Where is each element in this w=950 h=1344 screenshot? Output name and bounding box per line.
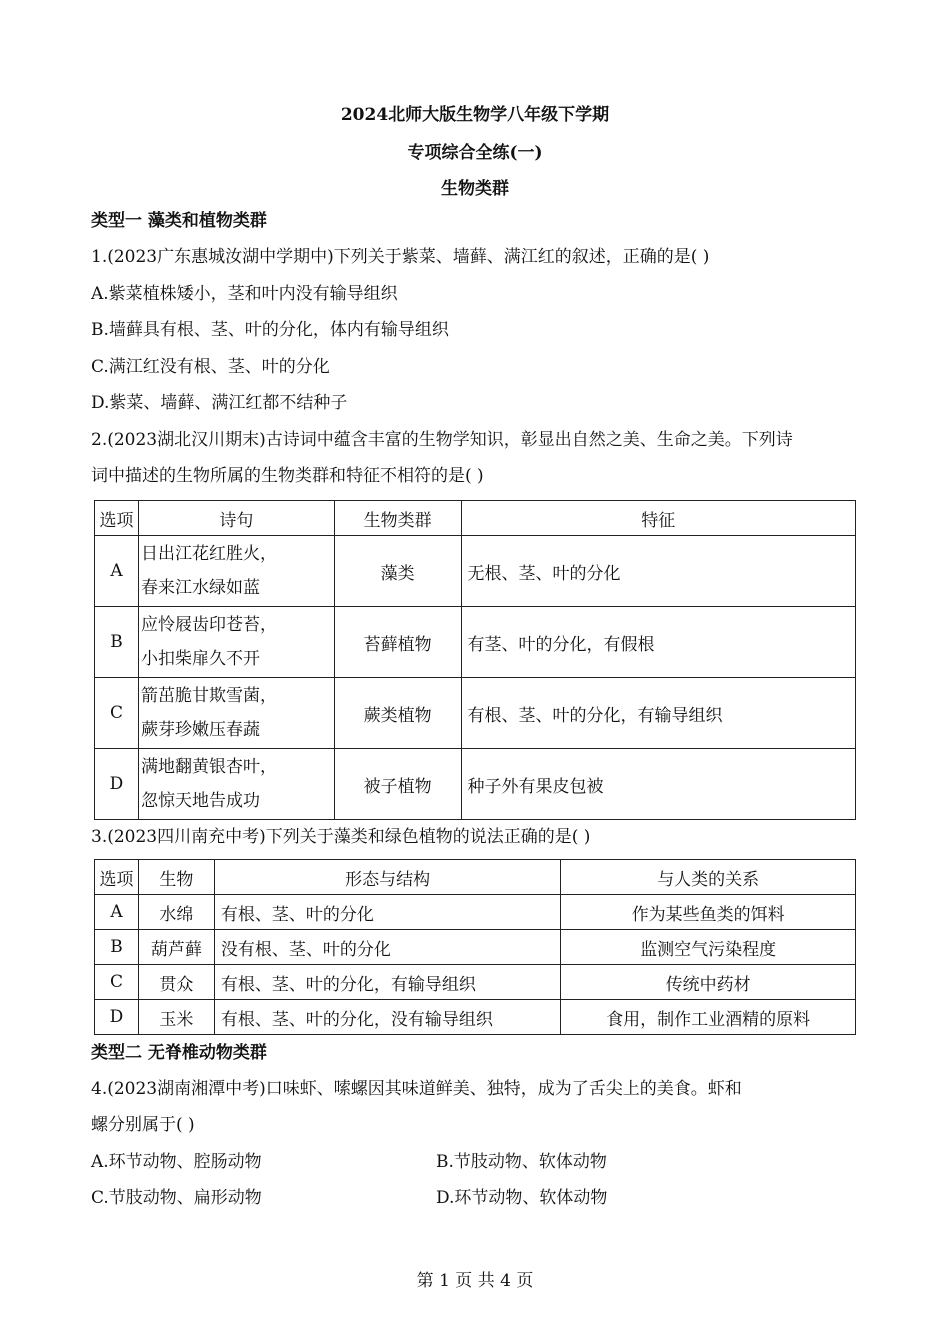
feature-cell: 种子外有果皮包被	[461, 749, 855, 820]
option-cell: B	[95, 930, 139, 965]
question-4-option-d: D.环节动物、软体动物	[436, 1188, 608, 1208]
structure-cell: 有根、茎、叶的分化	[214, 895, 561, 930]
option-cell: A	[95, 536, 139, 607]
question-1-option-c: C.满江红没有根、茎、叶的分化	[91, 357, 330, 377]
table-header-row	[95, 501, 856, 536]
option-cell: D	[95, 1000, 139, 1035]
table-header-cell: 选项	[95, 501, 139, 536]
question-4-option-c: C.节肢动物、扁形动物	[91, 1188, 262, 1208]
feature-cell: 有根、茎、叶的分化，有输导组织	[461, 678, 855, 749]
table-header-cell: 与人类的关系	[561, 860, 856, 895]
question-4-stem-line-1: 4.(2023湖南湘潭中考)口味虾、嗦螺因其味道鲜美、独特，成为了舌尖上的美食。虾和	[91, 1079, 742, 1099]
feature-cell: 有茎、叶的分化，有假根	[461, 607, 855, 678]
question-2-stem-line-1: 2.(2023湖北汉川期末)古诗词中蕴含丰富的生物学知识，彰显出自然之美、生命之美。下列诗	[91, 430, 793, 450]
option-cell: A	[95, 895, 139, 930]
structure-cell: 没有根、茎、叶的分化	[214, 930, 561, 965]
option-cell: C	[95, 678, 139, 749]
table-header-cell: 特征	[461, 501, 855, 536]
table-header-cell: 形态与结构	[214, 860, 561, 895]
relation-cell: 作为某些鱼类的饵料	[561, 895, 856, 930]
poem-line: 忽惊天地告成功	[140, 791, 260, 811]
table-row	[95, 1000, 856, 1035]
poem-line: 满地翻黄银杏叶，	[140, 757, 277, 777]
poem-line: 日出江花红胜火，	[140, 544, 277, 564]
table-header-cell: 诗句	[138, 501, 334, 536]
group-cell: 苔藓植物	[334, 607, 461, 678]
section-2-title: 类型二 无脊椎动物类群	[91, 1043, 267, 1063]
organism-cell: 葫芦藓	[138, 930, 214, 965]
poem-cell	[138, 749, 334, 820]
question-1-stem: 1.(2023广东惠城汝湖中学期中)下列关于紫菜、墙藓、满江红的叙述，正确的是( )	[91, 247, 710, 267]
question-3-table	[94, 859, 856, 1035]
poem-line: 应怜屐齿印苍苔，	[140, 615, 277, 635]
question-2-stem-line-2: 词中描述的生物所属的生物类群和特征不相符的是( )	[91, 466, 484, 486]
table-row	[95, 930, 856, 965]
table-header-cell: 生物类群	[334, 501, 461, 536]
document-subtitle: 专项综合全练(一)	[407, 143, 543, 163]
organism-cell: 贯众	[138, 965, 214, 1000]
table-header-row	[95, 860, 856, 895]
table-row	[95, 536, 856, 607]
organism-cell: 玉米	[138, 1000, 214, 1035]
table-row	[95, 607, 856, 678]
relation-cell: 监测空气污染程度	[561, 930, 856, 965]
question-1-option-d: D.紫菜、墙藓、满江红都不结种子	[91, 393, 348, 413]
group-cell: 蕨类植物	[334, 678, 461, 749]
poem-line: 箭茁脆甘欺雪菌，	[140, 686, 277, 706]
document-topic: 生物类群	[441, 179, 509, 199]
group-cell: 藻类	[334, 536, 461, 607]
question-2-table	[94, 500, 856, 820]
poem-line: 春来江水绿如蓝	[140, 578, 260, 598]
structure-cell: 有根、茎、叶的分化，没有输导组织	[214, 1000, 561, 1035]
table-row	[95, 678, 856, 749]
question-4-option-b: B.节肢动物、软体动物	[436, 1152, 607, 1172]
page-number: 第 1 页 共 4 页	[416, 1271, 534, 1291]
feature-cell: 无根、茎、叶的分化	[461, 536, 855, 607]
poem-cell	[138, 678, 334, 749]
organism-cell: 水绵	[138, 895, 214, 930]
poem-line: 蕨芽珍嫩压春蔬	[140, 720, 260, 740]
document-title: 2024北师大版生物学八年级下学期	[340, 105, 610, 125]
question-1-option-a: A.紫菜植株矮小，茎和叶内没有输导组织	[91, 284, 398, 304]
structure-cell: 有根、茎、叶的分化，有输导组织	[214, 965, 561, 1000]
table-row	[95, 895, 856, 930]
table-row	[95, 965, 856, 1000]
option-cell: D	[95, 749, 139, 820]
option-cell: B	[95, 607, 139, 678]
question-1-option-b: B.墙藓具有根、茎、叶的分化，体内有输导组织	[91, 320, 449, 340]
question-4-stem-line-2: 螺分别属于( )	[91, 1115, 195, 1135]
relation-cell: 食用，制作工业酒精的原料	[561, 1000, 856, 1035]
poem-cell	[138, 536, 334, 607]
group-cell: 被子植物	[334, 749, 461, 820]
table-row	[95, 749, 856, 820]
question-3-stem: 3.(2023四川南充中考)下列关于藻类和绿色植物的说法正确的是( )	[91, 827, 591, 847]
relation-cell: 传统中药材	[561, 965, 856, 1000]
question-4-option-a: A.环节动物、腔肠动物	[91, 1152, 262, 1172]
poem-cell	[138, 607, 334, 678]
section-1-title: 类型一 藻类和植物类群	[91, 211, 267, 231]
table-header-cell: 生物	[138, 860, 214, 895]
option-cell: C	[95, 965, 139, 1000]
poem-line: 小扣柴扉久不开	[140, 649, 260, 669]
table-header-cell: 选项	[95, 860, 139, 895]
